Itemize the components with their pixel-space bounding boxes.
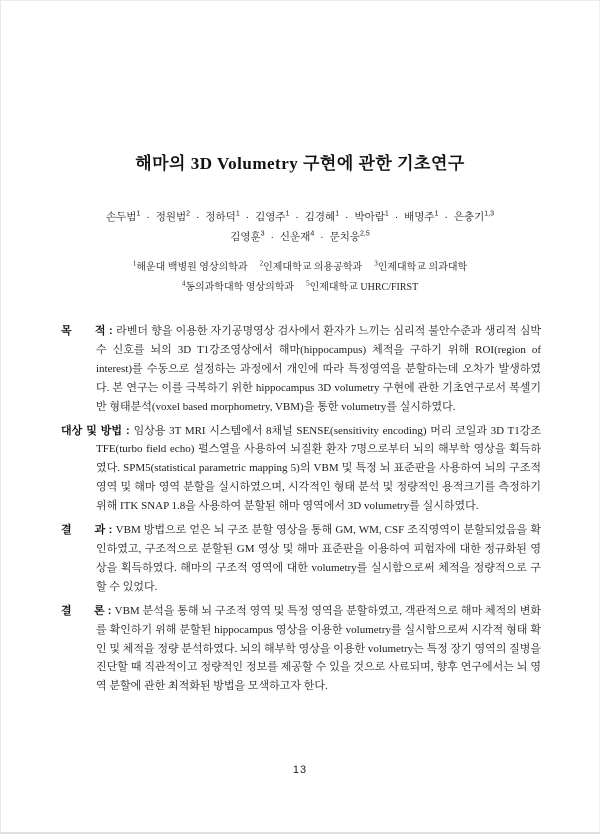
author-separator: · — [441, 211, 451, 223]
author-name-text: 김영훈 — [230, 231, 261, 243]
author-separator: · — [317, 231, 327, 243]
affiliation-number-superscript: 2 — [259, 259, 264, 268]
affiliation-number-superscript: 4 — [181, 279, 186, 288]
author-name-text: 은충기 — [453, 211, 485, 223]
affiliation-text: 인제대학교 의과대학 — [377, 262, 468, 273]
author-affiliation-superscript: 3 — [260, 230, 265, 238]
author-name-text: 김경혜 — [304, 211, 336, 223]
author-line-2 — [1, 227, 599, 247]
abstract-section — [61, 602, 541, 697]
author-name — [305, 211, 339, 223]
affiliation-line-2 — [1, 278, 599, 298]
author-affiliation-superscript: 1 — [285, 210, 290, 218]
abstract-section — [61, 422, 541, 517]
author-name-text: 신운재 — [279, 231, 311, 243]
author-name — [106, 211, 140, 223]
author-affiliation-superscript: 2 — [186, 210, 191, 218]
section-text: VBM 방법으로 얻은 뇌 구조 분할 영상을 통해 GM, WM, CSF 조직영역이 분할되었음을 확인하였고, 구조적으로 분할된 GM 영상 및 해마 표준판을 이용하여 피험자에 대한 정규화된 영상을 획득하였다. 해마의 구조적 영역에 대한 volumetry를 실시함으로써 체적을 정량적으로 구할 수 있었다. — [96, 524, 541, 593]
author-name — [454, 211, 494, 223]
author-affiliation-superscript: 2,5 — [360, 230, 370, 238]
page-number: 13 — [292, 764, 308, 776]
section-text: 임상용 3T MRI 시스템에서 8채널 SENSE(sensitivity encoding) 머리 코일과 3D T1강조 TFE(turbo field echo) 펄스열을 사용하여 뇌질환 환자 7명으로부터 뇌의 해부학 영상을 획득하였다. SPM5(statistical parametric mapping 5)의 VBM 및 특정 뇌 표준판을 사용하여 뇌의 구조적 영역 및 해마 영역 분할을 실시하였으며, 시각적인 형태 분석 및 정량적인 용적크기를 측정하기 위해 ITK SNAP 1.8을 사용하여 분할된 해마 영역에서 3D volumetry를 실시하였다. — [96, 424, 541, 513]
author-block — [1, 207, 599, 247]
section-colon: : — [122, 424, 134, 437]
section-label: 대상 및 방법 — [61, 424, 123, 437]
paper-title: 해마의 3D Volumetry 구현에 관한 기초연구 — [135, 154, 465, 173]
author-name — [280, 231, 314, 243]
abstract-section — [61, 521, 541, 597]
section-label: 결 과 — [61, 524, 106, 537]
affiliation-item — [374, 259, 468, 273]
section-label: 목 적 — [61, 325, 106, 337]
author-name-text: 정원범 — [155, 211, 187, 223]
author-affiliation-superscript: 1 — [235, 210, 240, 218]
section-colon: : — [104, 604, 115, 617]
affiliation-item — [306, 279, 419, 293]
author-separator: · — [292, 211, 302, 223]
affiliation-text: 인제대학교 의용공학과 — [263, 262, 363, 273]
author-affiliation-superscript: 1 — [136, 210, 141, 218]
author-affiliation-superscript: 4 — [310, 230, 315, 238]
section-text: VBM 분석을 통해 뇌 구조적 영역 및 특정 영역을 분할하였고, 객관적으로 해마 체적의 변화를 확인하기 위해 분할된 hippocampus 영상을 이용한 volumetry를 실시함으로써 시각적 형태 확인 및 체적을 정량 분석하였다. 뇌의 해부학 영상을 이용한 volumetry는 특정 장기 영역의 질병을 진단할 때 직관적이고 정량적인 정보를 제공할 수 있을 것으로 사료되며, 향후 연구에서는 뇌 영역 분할에 관한 최적화된 방법을 모색하고자 한다. — [96, 604, 541, 693]
section-text: 라벤더 향을 이용한 자기공명영상 검사에서 환자가 느끼는 심리적 불안수준과 생리적 심박수 신호를 뇌의 3D T1강조영상에서 해마(hippocampus) 체적을 구하기 위해 ROI(region of interest)를 수동으로 설정하는 과정에서 개인에 따라 특정영역을 분할하는데 오차가 발생하였다. 본 연구는 이를 극복하기 위한 hippocampus 3D volumetry 구현에 관한 기초연구로서 복셀기반 형태분석(voxel based morphometry, VBM)을 통한 volumetry를 실시하였다. — [96, 325, 541, 413]
section-colon: : — [105, 524, 116, 537]
author-name — [156, 211, 190, 223]
author-separator: · — [391, 211, 402, 223]
author-affiliation-superscript: 1 — [335, 210, 340, 218]
author-line-1 — [1, 207, 599, 227]
author-name — [404, 211, 438, 223]
author-name-text: 정하덕 — [205, 211, 236, 223]
author-name — [330, 231, 370, 243]
author-name-text: 김영주 — [255, 211, 286, 223]
affiliation-item — [132, 259, 248, 273]
author-name-text: 손두범 — [106, 211, 137, 223]
affiliation-number-superscript: 3 — [374, 259, 378, 268]
affiliation-item — [181, 279, 295, 293]
affiliation-block — [1, 258, 599, 298]
author-name-text: 문치웅 — [329, 231, 361, 243]
author-affiliation-superscript: 1 — [384, 210, 389, 218]
affiliation-text: 해운대 백병원 영상의학과 — [136, 262, 248, 273]
author-separator: · — [242, 211, 253, 223]
affiliation-text: 동의과학대학 영상의학과 — [185, 282, 295, 293]
author-affiliation-superscript: 1 — [434, 210, 439, 218]
author-name-text: 박아람 — [354, 211, 385, 223]
author-separator: · — [143, 211, 153, 223]
author-separator: · — [193, 211, 203, 223]
author-name — [255, 211, 289, 223]
author-name — [230, 231, 264, 243]
author-name-text: 배명주 — [404, 211, 435, 223]
author-separator: · — [342, 211, 352, 223]
abstract-sections — [61, 322, 541, 696]
section-label: 결 론 — [61, 604, 105, 617]
author-name — [354, 211, 388, 223]
affiliation-text: 인제대학교 UHRC/FIRST — [309, 282, 419, 293]
author-separator: · — [267, 231, 277, 243]
affiliation-item — [259, 259, 363, 273]
affiliation-number-superscript: 1 — [132, 259, 137, 268]
author-affiliation-superscript: 1,3 — [484, 210, 494, 218]
section-colon: : — [105, 325, 117, 337]
author-name — [205, 211, 239, 223]
affiliation-line-1 — [1, 258, 599, 278]
affiliation-number-superscript: 5 — [306, 279, 310, 288]
abstract-section — [61, 322, 541, 417]
